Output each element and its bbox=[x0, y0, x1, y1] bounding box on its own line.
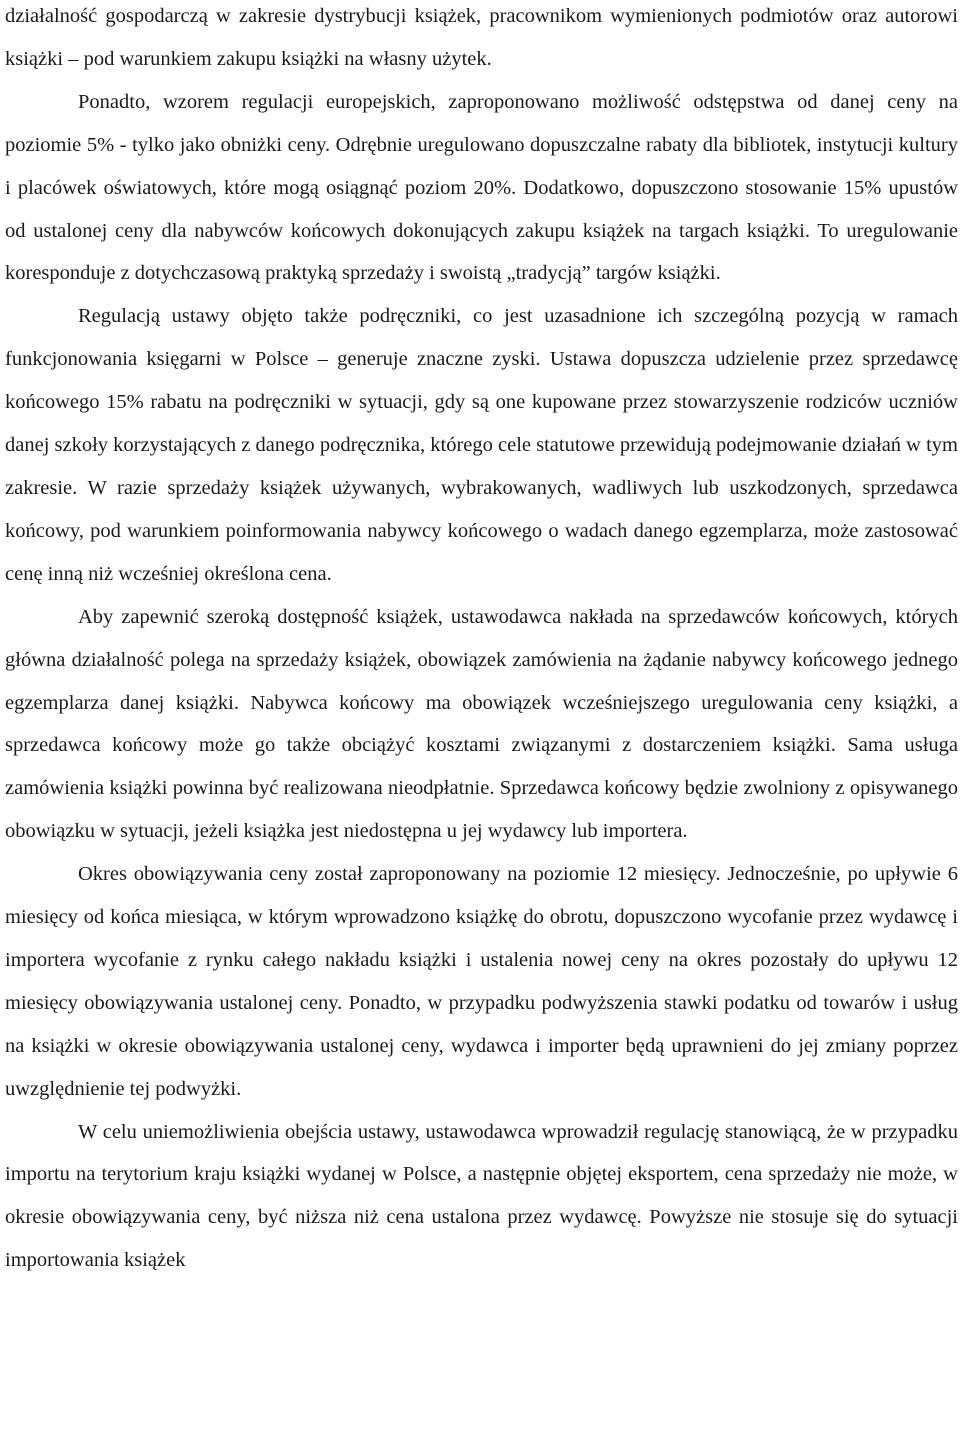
paragraph-3: Regulacją ustawy objęto także podręczniki, co jest uzasadnione ich szczególną pozycją w ramach funkcjonowania księgarni w Polsce – generuje znaczne zyski. Ustawa dopuszcza udzielenie przez sprzedawcę końcowego 15% rabatu na podręczniki w sytuacji, gdy są one kupowane przez stowarzyszenie rodziców uczniów danej szkoły korzystających z danego podręcznika, którego cele statutowe przewidują podejmowanie działań w tym zakresie. W razie sprzedaży książek używanych, wybrakowanych, wadliwych lub uszkodzonych, sprzedawca końcowy, pod warunkiem poinformowania nabywcy końcowego o wadach danego egzemplarza, może zastosować cenę inną niż wcześniej określona cena. bbox=[5, 305, 958, 585]
paragraph-5: Okres obowiązywania ceny został zaproponowany na poziomie 12 miesięcy. Jednocześnie, po upływie 6 miesięcy od końca miesiąca, w którym wprowadzono książkę do obrotu, dopuszczono wycofanie przez wydawcę i importera wycofanie z rynku całego nakładu książki i ustalenia nowej ceny na okres pozostały do upływu 12 miesięcy obowiązywania ustalonej ceny. Ponadto, w przypadku podwyższenia stawki podatku od towarów i usług na książki w okresie obowiązywania ustalonej ceny, wydawca i importer będą uprawnieni do jej zmiany poprzez uwzględnienie tej podwyżki. bbox=[5, 863, 958, 1100]
paragraph-4: Aby zapewnić szeroką dostępność książek, ustawodawca nakłada na sprzedawców końcowych, których główna działalność polega na sprzedaży książek, obowiązek zamówienia na żądanie nabywcy końcowego jednego egzemplarza danej książki. Nabywca końcowy ma obowiązek wcześniejszego uregulowania ceny książki, a sprzedawca końcowy może go także obciążyć kosztami związanymi z dostarczeniem książki. Sama usługa zamówienia książki powinna być realizowana nieodpłatnie. Sprzedawca końcowy będzie zwolniony z opisywanego obowiązku w sytuacji, jeżeli książka jest niedostępna u jej wydawcy lub importera. bbox=[5, 605, 958, 843]
paragraph-6: W celu uniemożliwienia obejścia ustawy, ustawodawca wprowadził regulację stanowiącą, że w przypadku importu na terytorium kraju książki wydanej w Polsce, a następnie objętej eksportem, cena sprzedaży nie może, w okresie obowiązywania ceny, być niższa niż cena ustalona przez wydawcę. Powyższe nie stosuje się do sytuacji importowania książek bbox=[5, 1120, 958, 1272]
paragraph-2: Ponadto, wzorem regulacji europejskich, zaproponowano możliwość odstępstwa od danej ceny na poziomie 5% - tylko jako obniżki ceny. Odrębnie uregulowano dopuszczalne rabaty dla bibliotek, instytucji kultury i placówek oświatowych, które mogą osiągnąć poziom 20%. Dodatkowo, dopuszczono stosowanie 15% upustów od ustalonej ceny dla nabywców końcowych dokonujących zakupu książek na targach książki. To uregulowanie koresponduje z dotychczasową praktyką sprzedaży i swoistą „tradycją” targów książki. bbox=[5, 90, 958, 285]
paragraph-1: działalność gospodarczą w zakresie dystrybucji książek, pracownikom wymienionych podmiotów oraz autorowi książki – pod warunkiem zakupu książki na własny użytek. bbox=[5, 5, 958, 70]
document-page bbox=[5, 0, 958, 1282]
